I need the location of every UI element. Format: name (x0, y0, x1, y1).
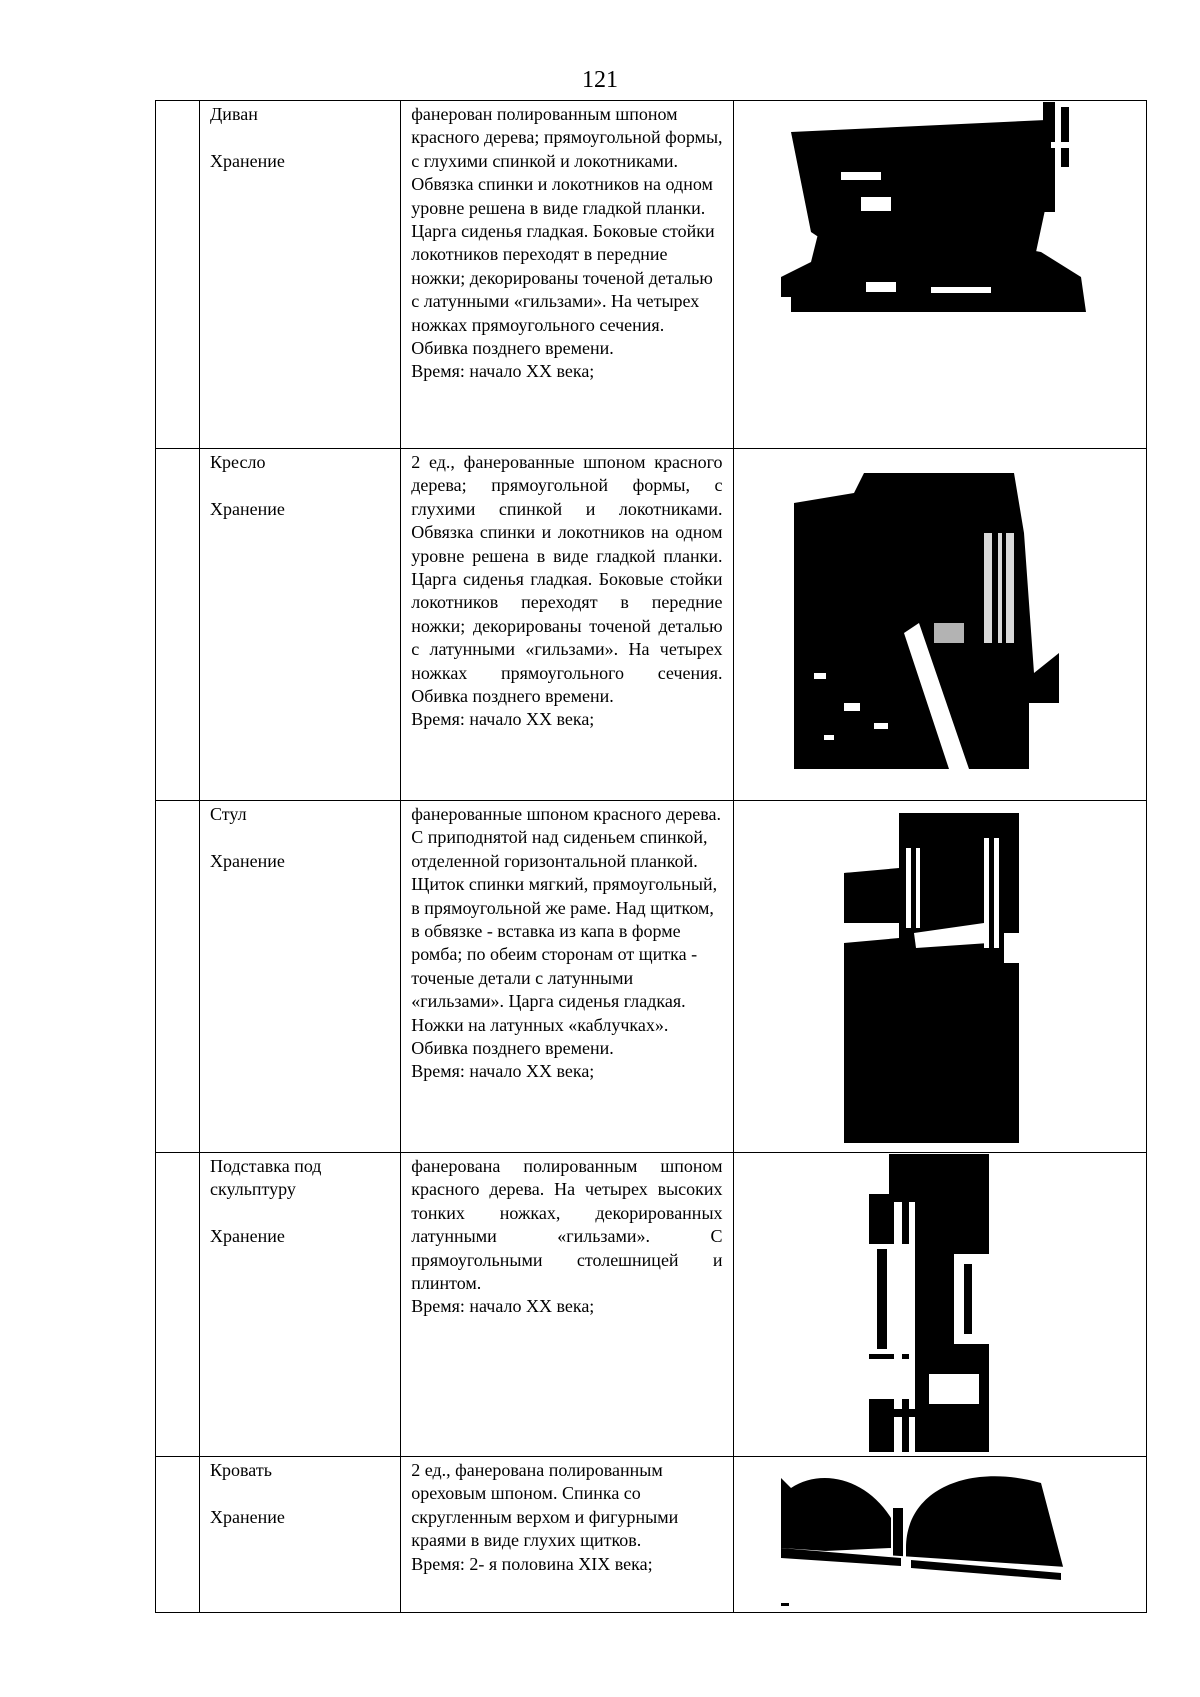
item-name: Диван (210, 104, 258, 124)
name-cell (200, 1153, 401, 1457)
table-row (156, 801, 1147, 1153)
photo-cell (733, 1153, 1146, 1457)
item-name: Кресло (210, 452, 266, 472)
description-cell (401, 801, 733, 1153)
name-cell (200, 449, 401, 801)
item-status: Хранение (210, 1506, 285, 1527)
name-cell (200, 801, 401, 1153)
item-status: Хранение (210, 150, 285, 171)
inventory-table (155, 100, 1147, 1613)
description-cell (401, 101, 733, 449)
bed-photo (781, 1458, 1081, 1608)
number-cell (156, 101, 200, 449)
item-name: Кровать (210, 1460, 272, 1480)
item-time: Время: начало XX века; (411, 361, 595, 382)
item-time: Время: начало XX века; (411, 1296, 595, 1317)
photo-cell (733, 801, 1146, 1153)
number-cell (156, 1153, 200, 1457)
item-time: Время: начало XX века; (411, 709, 595, 730)
number-cell (156, 801, 200, 1153)
item-name: Подставка под скульптуру (210, 1156, 322, 1200)
table-row (156, 449, 1147, 801)
item-description: 2 ед., фанерована полированным ореховым шпоном. Спинка со скругленным верхом и фигурными краями в виде глухих щитков. (411, 1460, 679, 1551)
number-cell (156, 449, 200, 801)
name-cell (200, 101, 401, 449)
number-cell (156, 1457, 200, 1613)
description-cell (401, 449, 733, 801)
description-cell (401, 1457, 733, 1613)
item-description: фанерована полированным шпоном красного дерева. На четырех высоких тонких ножках, декорированных латунными «гильзами». С прямоугольными столешницей и плинтом. (411, 1156, 723, 1294)
photo-cell (733, 449, 1146, 801)
item-description: 2 ед., фанерованные шпоном красного дерева; прямоугольной формы, с глухими спинкой и локотниками. Обвязка спинки и локотников на одном уровне решена в виде гладкой планки. Царга сиденья гладкая. Боковые стойки локотников переходят в передние ножки; декорированы точеной деталью с латунными «гильзами». На четырех ножках прямоугольного сечения. Обивка позднего времени. (411, 452, 723, 707)
item-time: Время: 2- я половина XIX века; (411, 1553, 653, 1574)
item-time: Время: начало XX века; (411, 1061, 595, 1082)
chair-photo (844, 813, 1019, 1143)
item-description: фанерованные шпоном красного дерева. С приподнятой над сиденьем спинкой, отделенной горизонтальной планкой. Щиток спинки мягкий, прямоугольный, в прямоугольной же раме. Над щитком, в обвязке - вставка из капа в форме ромба; по обеим сторонам от щитка - точеные детали с латунными «гильзами». Царга сиденья гладкая. Ножки на латунных «каблучках». Обивка позднего времени. (411, 804, 721, 1059)
description-cell (401, 1153, 733, 1457)
photo-cell (733, 1457, 1146, 1613)
item-status: Хранение (210, 1226, 285, 1247)
name-cell (200, 1457, 401, 1613)
item-name: Стул (210, 804, 247, 824)
item-status: Хранение (210, 498, 285, 519)
armchair-photo (794, 473, 1059, 769)
table-row (156, 1153, 1147, 1457)
sculpture-stand-photo (869, 1154, 989, 1452)
table-row (156, 1457, 1147, 1613)
photo-cell (733, 101, 1146, 449)
page-number: 121 (582, 67, 618, 93)
sofa-photo (781, 102, 1101, 312)
item-description: фанерован полированным шпоном красного дерева; прямоугольной формы, с глухими спинкой и локотниками. Обвязка спинки и локотников на одном уровне решена в виде гладкой планки. Царга сиденья гладкая. Боковые стойки локотников переходят в передние ножки; декорированы точеной деталью с латунными «гильзами». На четырех ножках прямоугольного сечения. Обивка позднего времени. (411, 104, 723, 359)
item-status: Хранение (210, 850, 285, 871)
table-row (156, 101, 1147, 449)
